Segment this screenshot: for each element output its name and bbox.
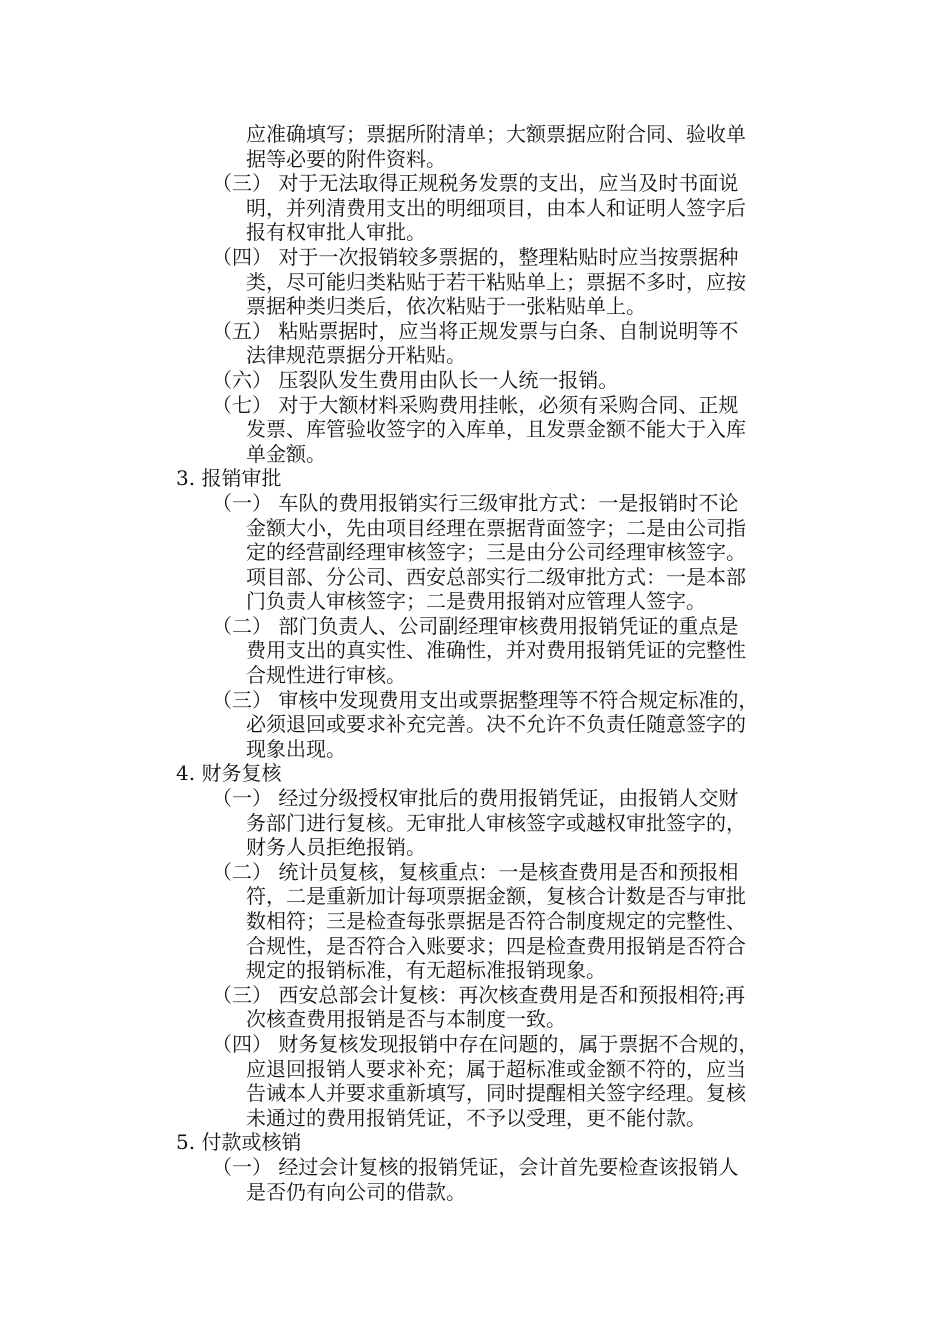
sub-item-line: （五） 粘贴票据时，应当将正规发票与白条、自制说明等不 [212,318,739,343]
paragraph-line: 应准确填写；票据所附清单；大额票据应附合同、验收单 [246,122,746,146]
paragraph-line: 单金额。 [246,441,326,466]
paragraph-line: 应退回报销人要求补充；属于超标准或金额不符的，应当 [246,1056,746,1081]
paragraph-line: 明，并列清费用支出的明细项目，由本人和证明人签字后 [246,195,746,220]
section-heading: 4. 财务复核 [176,761,282,786]
sub-item-line: （一） 经过分级授权审批后的费用报销凭证，由报销人交财 [212,786,739,811]
paragraph-line: 发票、库管验收签字的入库单，且发票金额不能大于入库 [246,417,746,442]
paragraph-line: 财务人员拒绝报销。 [246,835,426,860]
sub-item-line: （六） 压裂队发生费用由队长一人统一报销。 [212,367,619,392]
paragraph-line: 据等必要的附件资料。 [246,146,446,171]
paragraph-line: 符，二是重新加计每项票据金额，复核合计数是否与审批 [246,884,746,909]
document-body [176,122,816,1204]
paragraph-line: 定的经营副经理审核签字；三是由分公司经理审核签字。 [246,540,746,565]
paragraph-line: 类，尽可能归类粘贴于若干粘贴单上；票据不多时，应按 [246,269,746,294]
sub-item-line: （四） 对于一次报销较多票据的，整理粘贴时应当按票据种 [212,244,739,269]
sub-item-line: （二） 部门负责人、公司副经理审核费用报销凭证的重点是 [212,613,739,638]
sub-item-line: （四） 财务复核发现报销中存在问题的，属于票据不合规的， [212,1031,759,1056]
sub-item-line: （七） 对于大额材料采购费用挂帐，必须有采购合同、正规 [212,392,739,417]
paragraph-line: 法律规范票据分开粘贴。 [246,343,466,368]
paragraph-line: 项目部、分公司、西安总部实行二级审批方式：一是本部 [246,564,746,589]
paragraph-line: 报有权审批人审批。 [246,220,426,245]
paragraph-line: 未通过的费用报销凭证，不予以受理，更不能付款。 [246,1105,706,1130]
sub-item-line: （一） 经过会计复核的报销凭证，会计首先要检查该报销人 [212,1154,739,1179]
sub-item-line: （三） 对于无法取得正规税务发票的支出，应当及时书面说 [212,171,739,196]
paragraph-line: 费用支出的真实性、准确性，并对费用报销凭证的完整性 [246,638,746,663]
paragraph-line: 次核查费用报销是否与本制度一致。 [246,1007,566,1032]
paragraph-line: 告诫本人并要求重新填写，同时提醒相关签字经理。复核 [246,1081,746,1106]
paragraph-line: 门负责人审核签字；二是费用报销对应管理人签字。 [246,589,706,614]
paragraph-line: 数相符；三是检查每张票据是否符合制度规定的完整性、 [246,909,746,933]
sub-item-line: （三） 审核中发现费用支出或票据整理等不符合规定标准的， [212,687,759,712]
paragraph-line: 是否仍有向公司的借款。 [246,1179,466,1204]
paragraph-line: 合规性进行审核。 [246,663,406,688]
paragraph-line: 必须退回或要求补充完善。决不允许不负责任随意签字的 [246,712,746,737]
paragraph-line: 现象出现。 [246,736,346,761]
paragraph-line: 务部门进行复核。无审批人审核签字或越权审批签字的， [246,810,746,835]
sub-item-line: （二） 统计员复核，复核重点：一是核查费用是否和预报相 [212,859,739,884]
section-heading: 5. 付款或核销 [176,1130,302,1155]
paragraph-line: 金额大小，先由项目经理在票据背面签字；二是由公司指 [246,515,746,540]
sub-item-line: （三） 西安总部会计复核：再次核查费用是否和预报相符;再 [212,982,746,1007]
section-heading: 3. 报销审批 [176,466,282,491]
paragraph-line: 规定的报销标准，有无超标准报销现象。 [246,958,606,983]
paragraph-line: 合规性，是否符合入账要求；四是检查费用报销是否符合 [246,933,746,958]
paragraph-line: 票据种类归类后，依次粘贴于一张粘贴单上。 [246,294,646,319]
sub-item-line: （一） 车队的费用报销实行三级审批方式：一是报销时不论 [212,490,739,515]
